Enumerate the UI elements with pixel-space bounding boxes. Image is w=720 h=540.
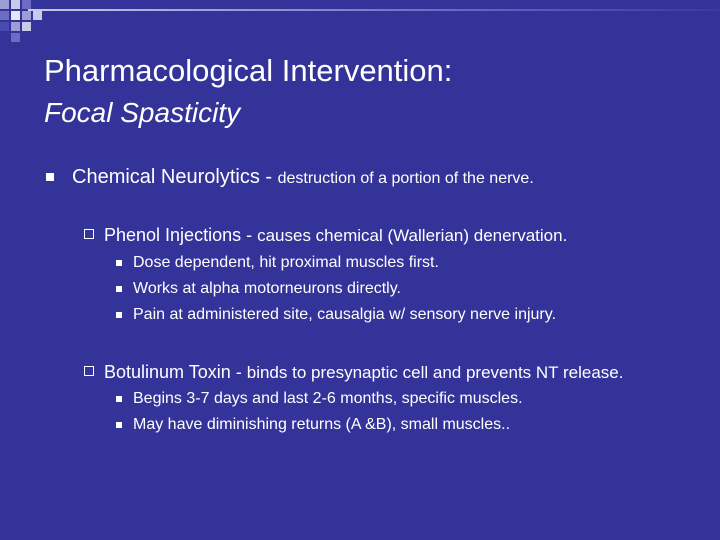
slide-subtitle: Focal Spasticity [44, 97, 241, 128]
small-square-bullet-icon [116, 312, 122, 318]
bullet-text: binds to presynaptic cell and prevents NT release. [246, 363, 624, 382]
bullet-lead: Chemical Neurolytics - [72, 166, 278, 188]
bullet-text: causes chemical (Wallerian) denervation. [257, 226, 568, 245]
hollow-square-bullet-icon [84, 366, 94, 376]
list-item: May have diminishing returns (A &B), small muscles.. [133, 416, 511, 433]
small-square-bullet-icon [116, 286, 122, 292]
decorative-mosaic [0, 0, 60, 46]
list-item: Dose dependent, hit proximal muscles first. [133, 254, 439, 271]
bullet-lead: Botulinum Toxin - [104, 362, 247, 382]
small-square-bullet-icon [116, 260, 122, 266]
bullet-lead: Phenol Injections - [104, 225, 258, 245]
bullet-chemical-neurolytics [72, 165, 534, 191]
bullet-phenol-injections [104, 224, 567, 247]
bullet-text: destruction of a portion of the nerve. [277, 170, 534, 187]
top-rule [28, 9, 720, 11]
small-square-bullet-icon [116, 396, 122, 402]
hollow-square-bullet-icon [84, 229, 94, 239]
list-item: Begins 3-7 days and last 2-6 months, specific muscles. [133, 390, 523, 407]
small-square-bullet-icon [116, 422, 122, 428]
list-item: Works at alpha motorneurons directly. [133, 280, 401, 297]
list-item: Pain at administered site, causalgia w/ sensory nerve injury. [133, 306, 557, 323]
slide-title: Pharmacological Intervention: [44, 53, 453, 88]
bullet-botulinum-toxin [104, 361, 623, 384]
square-bullet-icon [46, 173, 54, 181]
